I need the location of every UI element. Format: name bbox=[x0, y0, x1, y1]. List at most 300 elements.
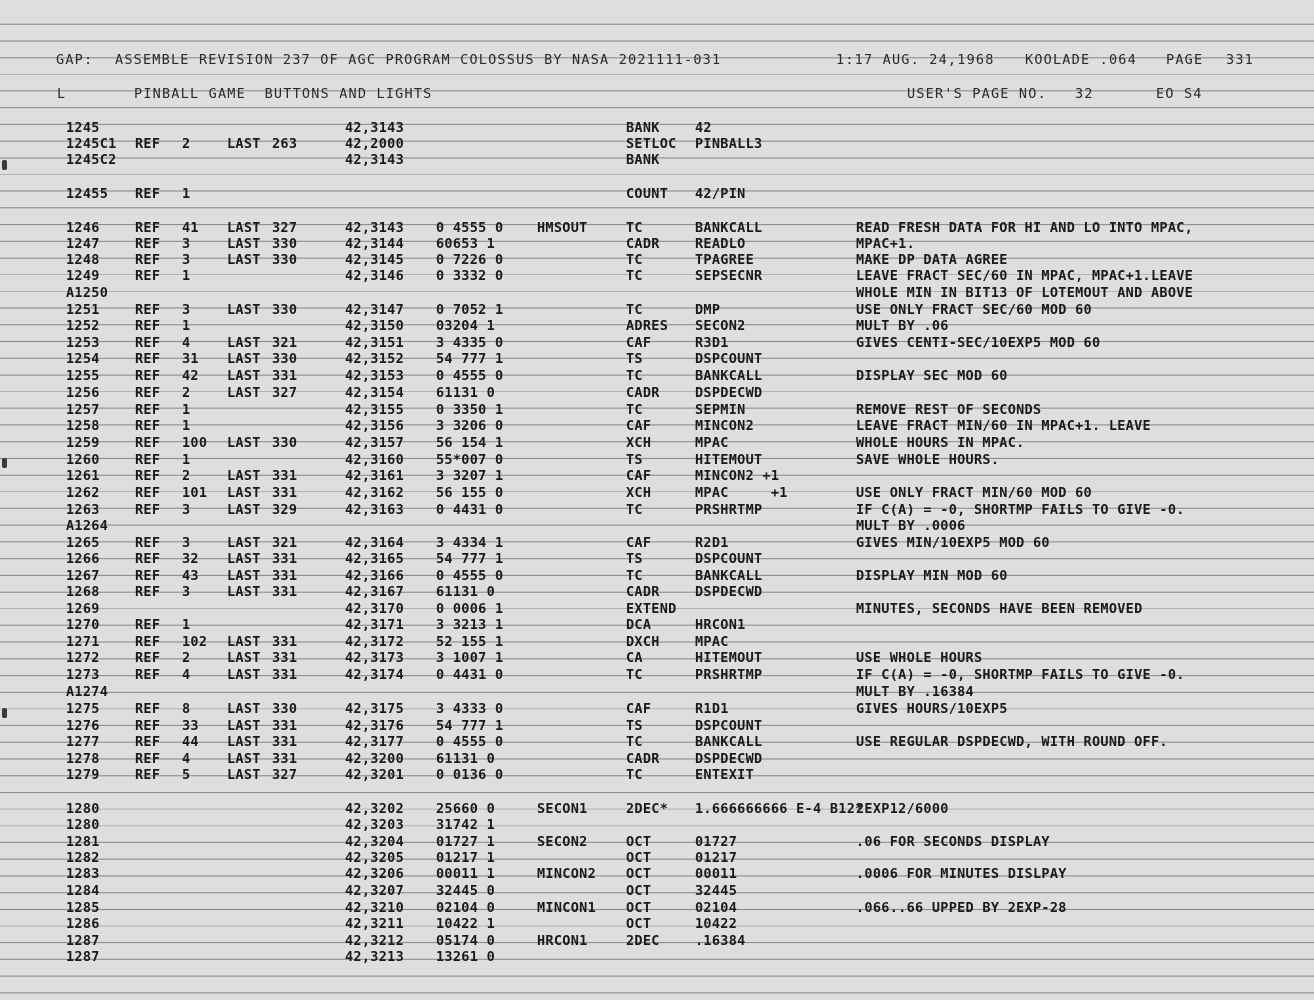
ref-keyword: REF bbox=[135, 502, 161, 518]
ref-keyword: REF bbox=[135, 767, 161, 783]
line-number: A1250 bbox=[66, 285, 109, 301]
last-page: 331 bbox=[272, 634, 298, 650]
octal-word: 0 4431 0 bbox=[436, 502, 504, 518]
last-keyword: LAST bbox=[227, 734, 261, 750]
opcode: TC bbox=[626, 220, 643, 236]
last-page: 331 bbox=[272, 468, 298, 484]
address: 42,3207 bbox=[345, 883, 404, 899]
address: 42,3143 bbox=[345, 120, 404, 136]
ref-keyword: REF bbox=[135, 385, 161, 401]
comment: MPAC+1. bbox=[856, 236, 915, 252]
address: 42,3200 bbox=[345, 751, 404, 767]
header-page-number: 331 bbox=[1226, 52, 1254, 68]
comment: USE ONLY FRACT MIN/60 MOD 60 bbox=[856, 485, 1092, 501]
opcode: BANK bbox=[626, 152, 660, 168]
operand: BANKCALL bbox=[695, 568, 763, 584]
address: 42,3211 bbox=[345, 916, 404, 932]
operand: R2D1 bbox=[695, 535, 729, 551]
comment: IF C(A) = -0, SHORTMP FAILS TO GIVE -0. bbox=[856, 502, 1185, 518]
ref-count: 3 bbox=[182, 535, 191, 551]
line-number: 1268 bbox=[66, 584, 100, 600]
opcode: TC bbox=[626, 252, 643, 268]
octal-word: 54 777 1 bbox=[436, 551, 504, 567]
comment: GIVES CENTI-SEC/10EXP5 MOD 60 bbox=[856, 335, 1101, 351]
opcode: TC bbox=[626, 302, 643, 318]
operand: DSPCOUNT bbox=[695, 351, 763, 367]
opcode: TS bbox=[626, 718, 643, 734]
line-number: 1251 bbox=[66, 302, 100, 318]
address: 42,3205 bbox=[345, 850, 404, 866]
ref-keyword: REF bbox=[135, 418, 161, 434]
ref-keyword: REF bbox=[135, 718, 161, 734]
comment: SAVE WHOLE HOURS. bbox=[856, 452, 1000, 468]
line-number: 1265 bbox=[66, 535, 100, 551]
last-keyword: LAST bbox=[227, 568, 261, 584]
ref-keyword: REF bbox=[135, 136, 161, 152]
octal-word: 31742 1 bbox=[436, 817, 495, 833]
opcode: OCT bbox=[626, 834, 652, 850]
opcode: ADRES bbox=[626, 318, 669, 334]
last-keyword: LAST bbox=[227, 435, 261, 451]
octal-word: 32445 0 bbox=[436, 883, 495, 899]
last-page: 330 bbox=[272, 236, 298, 252]
operand: BANKCALL bbox=[695, 220, 763, 236]
ref-count: 4 bbox=[182, 751, 191, 767]
ref-count: 3 bbox=[182, 252, 191, 268]
comment: MULT BY .0006 bbox=[856, 518, 966, 534]
octal-word: 3 4333 0 bbox=[436, 701, 504, 717]
comment: .06 FOR SECONDS DISPLAY bbox=[856, 834, 1050, 850]
operand: BANKCALL bbox=[695, 368, 763, 384]
address: 42,3171 bbox=[345, 617, 404, 633]
ref-count: 2 bbox=[182, 650, 191, 666]
opcode: TC bbox=[626, 568, 643, 584]
line-number: 1253 bbox=[66, 335, 100, 351]
last-page: 327 bbox=[272, 220, 298, 236]
opcode: CADR bbox=[626, 751, 660, 767]
opcode: COUNT bbox=[626, 186, 669, 202]
last-keyword: LAST bbox=[227, 751, 261, 767]
address: 42,3153 bbox=[345, 368, 404, 384]
opcode: CAF bbox=[626, 335, 652, 351]
opcode: CADR bbox=[626, 584, 660, 600]
address: 42,3147 bbox=[345, 302, 404, 318]
address: 42,3213 bbox=[345, 949, 404, 965]
operand: SEPMIN bbox=[695, 402, 746, 418]
ref-count: 4 bbox=[182, 335, 191, 351]
ref-keyword: REF bbox=[135, 734, 161, 750]
line-number: 1256 bbox=[66, 385, 100, 401]
octal-word: 55*007 0 bbox=[436, 452, 504, 468]
line-number: 1276 bbox=[66, 718, 100, 734]
ref-keyword: REF bbox=[135, 617, 161, 633]
opcode: TS bbox=[626, 551, 643, 567]
octal-word: 0 0006 1 bbox=[436, 601, 504, 617]
line-number: 1282 bbox=[66, 850, 100, 866]
line-number: 1280 bbox=[66, 801, 100, 817]
last-page: 263 bbox=[272, 136, 298, 152]
line-number: 1258 bbox=[66, 418, 100, 434]
comment: MULT BY .06 bbox=[856, 318, 949, 334]
octal-word: 0 3332 0 bbox=[436, 268, 504, 284]
ref-keyword: REF bbox=[135, 584, 161, 600]
address: 42,3154 bbox=[345, 385, 404, 401]
address: 42,3167 bbox=[345, 584, 404, 600]
last-page: 329 bbox=[272, 502, 298, 518]
octal-word: 0 4555 0 bbox=[436, 568, 504, 584]
line-number: 1286 bbox=[66, 916, 100, 932]
comment: READ FRESH DATA FOR HI AND LO INTO MPAC, bbox=[856, 220, 1194, 236]
ref-keyword: REF bbox=[135, 535, 161, 551]
last-keyword: LAST bbox=[227, 584, 261, 600]
ref-keyword: REF bbox=[135, 186, 161, 202]
last-keyword: LAST bbox=[227, 667, 261, 683]
operand: 42 bbox=[695, 120, 712, 136]
last-keyword: LAST bbox=[227, 767, 261, 783]
last-keyword: LAST bbox=[227, 136, 261, 152]
last-page: 331 bbox=[272, 718, 298, 734]
last-page: 327 bbox=[272, 385, 298, 401]
comment: USE ONLY FRACT SEC/60 MOD 60 bbox=[856, 302, 1092, 318]
opcode: TC bbox=[626, 502, 643, 518]
operand: DSPCOUNT bbox=[695, 718, 763, 734]
last-page: 331 bbox=[272, 584, 298, 600]
octal-word: 0 4555 0 bbox=[436, 368, 504, 384]
ref-count: 1 bbox=[182, 418, 191, 434]
location-label: MINCON1 bbox=[537, 900, 596, 916]
opcode: EXTEND bbox=[626, 601, 677, 617]
operand: 42/PIN bbox=[695, 186, 746, 202]
line-number: 1259 bbox=[66, 435, 100, 451]
ref-count: 1 bbox=[182, 452, 191, 468]
comment: WHOLE MIN IN BIT13 OF LOTEMOUT AND ABOVE bbox=[856, 285, 1194, 301]
line-number: 1277 bbox=[66, 734, 100, 750]
location-label: HMSOUT bbox=[537, 220, 588, 236]
octal-word: 0 0136 0 bbox=[436, 767, 504, 783]
opcode: TC bbox=[626, 402, 643, 418]
header-gap: GAP: bbox=[56, 52, 94, 68]
last-keyword: LAST bbox=[227, 634, 261, 650]
line-number: 1283 bbox=[66, 866, 100, 882]
line-number: 1247 bbox=[66, 236, 100, 252]
ref-count: 101 bbox=[182, 485, 208, 501]
operand: MINCON2 +1 bbox=[695, 468, 780, 484]
octal-word: 61131 0 bbox=[436, 385, 495, 401]
opcode: TC bbox=[626, 268, 643, 284]
operand: SEPSECNR bbox=[695, 268, 763, 284]
ref-count: 1 bbox=[182, 186, 191, 202]
operand: R1D1 bbox=[695, 701, 729, 717]
last-page: 330 bbox=[272, 351, 298, 367]
opcode: TC bbox=[626, 368, 643, 384]
address: 42,3170 bbox=[345, 601, 404, 617]
opcode: TS bbox=[626, 351, 643, 367]
address: 42,3143 bbox=[345, 220, 404, 236]
last-keyword: LAST bbox=[227, 368, 261, 384]
last-keyword: LAST bbox=[227, 335, 261, 351]
comment: DISPLAY SEC MOD 60 bbox=[856, 368, 1008, 384]
opcode: DXCH bbox=[626, 634, 660, 650]
operand: PRSHRTMP bbox=[695, 667, 763, 683]
ref-keyword: REF bbox=[135, 236, 161, 252]
ref-count: 3 bbox=[182, 502, 191, 518]
ref-keyword: REF bbox=[135, 650, 161, 666]
comment: .066..66 UPPED BY 2EXP-28 bbox=[856, 900, 1067, 916]
last-keyword: LAST bbox=[227, 468, 261, 484]
octal-word: 54 777 1 bbox=[436, 351, 504, 367]
line-number: 1266 bbox=[66, 551, 100, 567]
last-keyword: LAST bbox=[227, 385, 261, 401]
subheader-type: L bbox=[57, 86, 67, 102]
operand: 10422 bbox=[695, 916, 738, 932]
octal-word: 54 777 1 bbox=[436, 718, 504, 734]
ref-count: 3 bbox=[182, 302, 191, 318]
operand: MINCON2 bbox=[695, 418, 754, 434]
line-number: 1272 bbox=[66, 650, 100, 666]
last-page: 321 bbox=[272, 335, 298, 351]
line-number: 1254 bbox=[66, 351, 100, 367]
opcode: CADR bbox=[626, 236, 660, 252]
address: 42,3164 bbox=[345, 535, 404, 551]
address: 42,3151 bbox=[345, 335, 404, 351]
line-number: 1285 bbox=[66, 900, 100, 916]
octal-word: 01217 1 bbox=[436, 850, 495, 866]
punch-hole bbox=[2, 708, 7, 718]
operand: ENTEXIT bbox=[695, 767, 754, 783]
address: 42,3162 bbox=[345, 485, 404, 501]
operand: 00011 bbox=[695, 866, 738, 882]
address: 42,3172 bbox=[345, 634, 404, 650]
comment: LEAVE FRACT MIN/60 IN MPAC+1. LEAVE bbox=[856, 418, 1151, 434]
ref-keyword: REF bbox=[135, 268, 161, 284]
octal-word: 3 1007 1 bbox=[436, 650, 504, 666]
line-number: 1261 bbox=[66, 468, 100, 484]
operand: READLO bbox=[695, 236, 746, 252]
octal-word: 3 3207 1 bbox=[436, 468, 504, 484]
ref-count: 4 bbox=[182, 667, 191, 683]
octal-word: 0 7052 1 bbox=[436, 302, 504, 318]
comment: MAKE DP DATA AGREE bbox=[856, 252, 1008, 268]
ref-count: 33 bbox=[182, 718, 199, 734]
line-number: 1252 bbox=[66, 318, 100, 334]
address: 42,3157 bbox=[345, 435, 404, 451]
operand: R3D1 bbox=[695, 335, 729, 351]
opcode: CA bbox=[626, 650, 643, 666]
ref-count: 2 bbox=[182, 136, 191, 152]
line-number: 1273 bbox=[66, 667, 100, 683]
ref-count: 1 bbox=[182, 318, 191, 334]
subheader-section: PINBALL GAME BUTTONS AND LIGHTS bbox=[134, 86, 433, 102]
address: 42,3160 bbox=[345, 452, 404, 468]
address: 42,3144 bbox=[345, 236, 404, 252]
last-page: 331 bbox=[272, 551, 298, 567]
octal-word: 56 155 0 bbox=[436, 485, 504, 501]
octal-word: 3 3213 1 bbox=[436, 617, 504, 633]
line-number: 1279 bbox=[66, 767, 100, 783]
octal-word: 0 4431 0 bbox=[436, 667, 504, 683]
address: 42,3177 bbox=[345, 734, 404, 750]
line-number: 1248 bbox=[66, 252, 100, 268]
punch-hole bbox=[2, 458, 7, 468]
opcode: OCT bbox=[626, 916, 652, 932]
ref-count: 2 bbox=[182, 385, 191, 401]
ref-keyword: REF bbox=[135, 302, 161, 318]
ref-keyword: REF bbox=[135, 335, 161, 351]
line-number: 1255 bbox=[66, 368, 100, 384]
octal-word: 3 4334 1 bbox=[436, 535, 504, 551]
operand: DSPDECWD bbox=[695, 584, 763, 600]
address: 42,3152 bbox=[345, 351, 404, 367]
ref-count: 43 bbox=[182, 568, 199, 584]
operand: MPAC bbox=[695, 435, 729, 451]
line-number: 1249 bbox=[66, 268, 100, 284]
comment: 2EXP12/6000 bbox=[856, 801, 949, 817]
location-label: SECON2 bbox=[537, 834, 588, 850]
opcode: OCT bbox=[626, 866, 652, 882]
line-number: 1257 bbox=[66, 402, 100, 418]
address: 42,3204 bbox=[345, 834, 404, 850]
last-keyword: LAST bbox=[227, 650, 261, 666]
header-timestamp: 1:17 AUG. 24,1968 bbox=[836, 52, 995, 68]
ref-count: 31 bbox=[182, 351, 199, 367]
comment: WHOLE HOURS IN MPAC. bbox=[856, 435, 1025, 451]
address: 42,3212 bbox=[345, 933, 404, 949]
operand: HITEMOUT bbox=[695, 452, 763, 468]
line-number: 1284 bbox=[66, 883, 100, 899]
location-label: SECON1 bbox=[537, 801, 588, 817]
last-page: 331 bbox=[272, 568, 298, 584]
operand: .16384 bbox=[695, 933, 746, 949]
ref-keyword: REF bbox=[135, 551, 161, 567]
last-keyword: LAST bbox=[227, 718, 261, 734]
ref-count: 1 bbox=[182, 402, 191, 418]
address: 42,3161 bbox=[345, 468, 404, 484]
operand: 01217 bbox=[695, 850, 738, 866]
address: 42,3163 bbox=[345, 502, 404, 518]
line-number: 1280 bbox=[66, 817, 100, 833]
line-number: 1262 bbox=[66, 485, 100, 501]
operand: 1.666666666 E-4 B12* bbox=[695, 801, 864, 817]
last-page: 331 bbox=[272, 751, 298, 767]
operand: MPAC bbox=[695, 634, 729, 650]
address: 42,3143 bbox=[345, 152, 404, 168]
ref-keyword: REF bbox=[135, 368, 161, 384]
line-number: 1270 bbox=[66, 617, 100, 633]
line-number: 1245C2 bbox=[66, 152, 117, 168]
line-number: 1245 bbox=[66, 120, 100, 136]
octal-word: 3 4335 0 bbox=[436, 335, 504, 351]
last-page: 321 bbox=[272, 535, 298, 551]
last-page: 331 bbox=[272, 485, 298, 501]
ref-count: 8 bbox=[182, 701, 191, 717]
location-label: HRCON1 bbox=[537, 933, 588, 949]
last-page: 330 bbox=[272, 252, 298, 268]
last-keyword: LAST bbox=[227, 252, 261, 268]
operand: 32445 bbox=[695, 883, 738, 899]
operand: 02104 bbox=[695, 900, 738, 916]
ref-count: 3 bbox=[182, 236, 191, 252]
last-keyword: LAST bbox=[227, 701, 261, 717]
line-number: 1269 bbox=[66, 601, 100, 617]
comment: MULT BY .16384 bbox=[856, 684, 974, 700]
operand: BANKCALL bbox=[695, 734, 763, 750]
operand: 01727 bbox=[695, 834, 738, 850]
address: 42,3145 bbox=[345, 252, 404, 268]
line-number: 1263 bbox=[66, 502, 100, 518]
operand: DSPDECWD bbox=[695, 385, 763, 401]
opcode: OCT bbox=[626, 900, 652, 916]
operand: SECON2 bbox=[695, 318, 746, 334]
opcode: CAF bbox=[626, 535, 652, 551]
ref-keyword: REF bbox=[135, 318, 161, 334]
address: 42,3165 bbox=[345, 551, 404, 567]
line-number: A1264 bbox=[66, 518, 109, 534]
octal-word: 03204 1 bbox=[436, 318, 495, 334]
operand: TPAGREE bbox=[695, 252, 754, 268]
operand: DSPCOUNT bbox=[695, 551, 763, 567]
line-number: 1275 bbox=[66, 701, 100, 717]
octal-word: 00011 1 bbox=[436, 866, 495, 882]
address: 42,3206 bbox=[345, 866, 404, 882]
ref-keyword: REF bbox=[135, 468, 161, 484]
comment: DISPLAY MIN MOD 60 bbox=[856, 568, 1008, 584]
last-keyword: LAST bbox=[227, 351, 261, 367]
line-number: 1278 bbox=[66, 751, 100, 767]
comment: GIVES MIN/10EXP5 MOD 60 bbox=[856, 535, 1050, 551]
octal-word: 0 7226 0 bbox=[436, 252, 504, 268]
address: 42,2000 bbox=[345, 136, 404, 152]
last-keyword: LAST bbox=[227, 502, 261, 518]
operand: HRCON1 bbox=[695, 617, 746, 633]
address: 42,3150 bbox=[345, 318, 404, 334]
octal-word: 0 3350 1 bbox=[436, 402, 504, 418]
opcode: TC bbox=[626, 667, 643, 683]
opcode: CADR bbox=[626, 385, 660, 401]
operand: DSPDECWD bbox=[695, 751, 763, 767]
comment: IF C(A) = -0, SHORTMP FAILS TO GIVE -0. bbox=[856, 667, 1185, 683]
octal-word: 0 4555 0 bbox=[436, 734, 504, 750]
operand: MPAC +1 bbox=[695, 485, 788, 501]
ref-keyword: REF bbox=[135, 568, 161, 584]
ref-count: 32 bbox=[182, 551, 199, 567]
octal-word: 60653 1 bbox=[436, 236, 495, 252]
opcode: TC bbox=[626, 734, 643, 750]
octal-word: 3 3206 0 bbox=[436, 418, 504, 434]
line-number: 1260 bbox=[66, 452, 100, 468]
location-label: MINCON2 bbox=[537, 866, 596, 882]
octal-word: 56 154 1 bbox=[436, 435, 504, 451]
operand: PRSHRTMP bbox=[695, 502, 763, 518]
octal-word: 52 155 1 bbox=[436, 634, 504, 650]
punch-hole bbox=[2, 160, 7, 170]
opcode: SETLOC bbox=[626, 136, 677, 152]
subheader-users-page-label: USER'S PAGE NO. bbox=[907, 86, 1047, 102]
opcode: DCA bbox=[626, 617, 652, 633]
opcode: XCH bbox=[626, 435, 652, 451]
line-number: 1281 bbox=[66, 834, 100, 850]
last-keyword: LAST bbox=[227, 302, 261, 318]
octal-word: 05174 0 bbox=[436, 933, 495, 949]
opcode: 2DEC bbox=[626, 933, 660, 949]
last-keyword: LAST bbox=[227, 220, 261, 236]
address: 42,3166 bbox=[345, 568, 404, 584]
address: 42,3203 bbox=[345, 817, 404, 833]
address: 42,3176 bbox=[345, 718, 404, 734]
ref-count: 1 bbox=[182, 617, 191, 633]
octal-word: 02104 0 bbox=[436, 900, 495, 916]
header-page-label: PAGE bbox=[1166, 52, 1204, 68]
last-page: 330 bbox=[272, 302, 298, 318]
